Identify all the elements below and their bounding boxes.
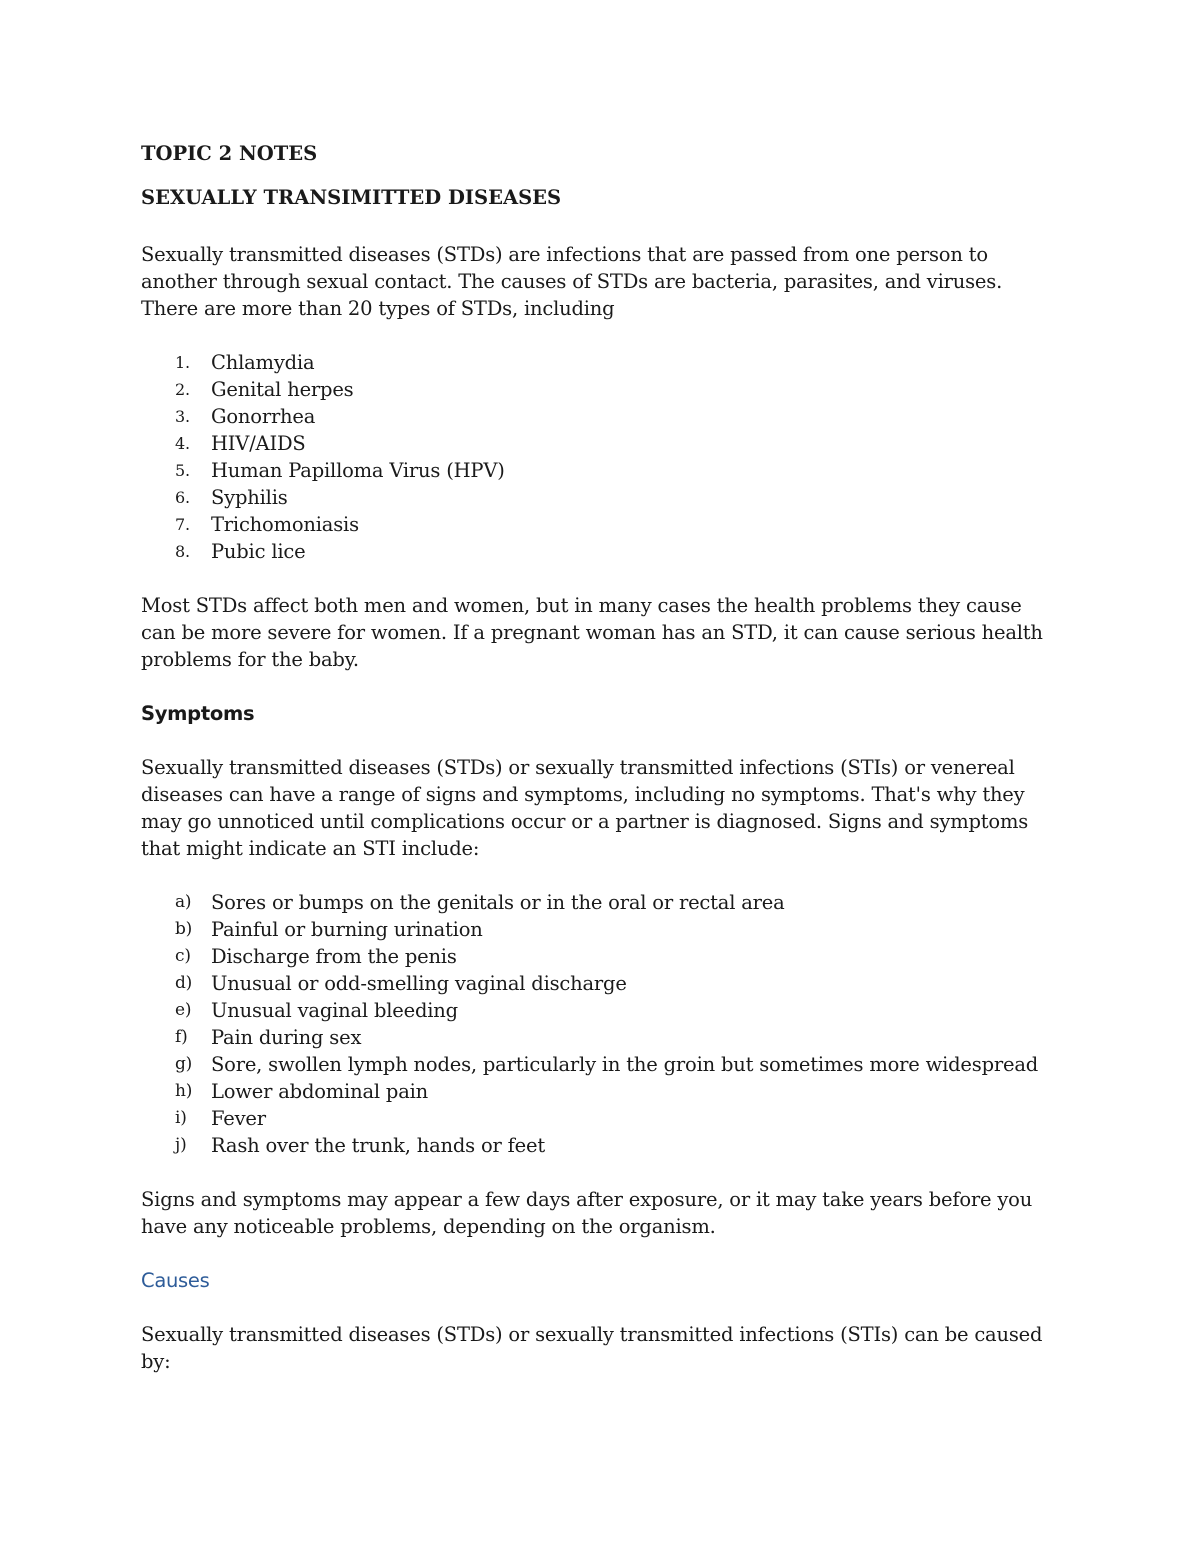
symptom-item — [141, 1132, 1061, 1159]
symptom-item — [141, 943, 1061, 970]
list-item-text: Fever — [211, 1107, 266, 1130]
std-type-item — [141, 430, 1061, 457]
list-marker: h) — [175, 1081, 193, 1101]
list-item-text: Genital herpes — [211, 378, 354, 401]
list-item-text: Rash over the trunk, hands or feet — [211, 1134, 545, 1157]
symptom-item — [141, 1051, 1061, 1078]
list-marker: 3. — [175, 407, 190, 426]
causes-heading: Causes — [141, 1269, 210, 1292]
document-title: TOPIC 2 NOTES — [141, 142, 318, 165]
list-marker: a) — [175, 892, 192, 912]
std-type-item — [141, 403, 1061, 430]
list-item-text: Discharge from the penis — [211, 945, 457, 968]
list-item-text: Painful or burning urination — [211, 918, 483, 941]
list-marker: 5. — [175, 461, 190, 480]
list-marker: 4. — [175, 434, 190, 453]
list-marker: f) — [175, 1027, 188, 1047]
list-item-text: Sore, swollen lymph nodes, particularly in the groin but sometimes more widespread — [211, 1053, 1039, 1076]
list-marker: 1. — [175, 353, 190, 372]
symptom-item — [141, 1105, 1061, 1132]
list-item-text: HIV/AIDS — [211, 432, 306, 455]
list-item-text: Syphilis — [211, 486, 288, 509]
list-item-text: Chlamydia — [211, 351, 315, 374]
list-item-text: Human Papilloma Virus (HPV) — [211, 459, 505, 482]
list-marker: g) — [175, 1054, 193, 1074]
symptom-item — [141, 1078, 1061, 1105]
symptom-item — [141, 889, 1061, 916]
list-marker: 8. — [175, 542, 190, 561]
list-item-text: Lower abdominal pain — [211, 1080, 429, 1103]
list-marker: i) — [175, 1108, 187, 1128]
symptom-item — [141, 916, 1061, 943]
std-type-item — [141, 538, 1061, 565]
list-marker: 7. — [175, 515, 190, 534]
symptoms-heading: Symptoms — [141, 702, 255, 725]
symptom-item — [141, 1024, 1061, 1051]
std-type-item — [141, 349, 1061, 376]
list-item-text: Unusual vaginal bleeding — [211, 999, 458, 1022]
symptoms-outro-paragraph: Signs and symptoms may appear a few days after exposure, or it may take years before you have any noticeable problems, depending on the organism. — [141, 1188, 1033, 1238]
list-marker: d) — [175, 973, 193, 993]
list-marker: 6. — [175, 488, 190, 507]
document-page — [141, 140, 1061, 1402]
std-type-item — [141, 484, 1061, 511]
std-types-list — [141, 349, 1061, 565]
list-marker: 2. — [175, 380, 190, 399]
list-marker: j) — [175, 1135, 187, 1155]
list-item-text: Unusual or odd-smelling vaginal discharge — [211, 972, 627, 995]
document-subtitle: SEXUALLY TRANSIMITTED DISEASES — [141, 186, 562, 209]
symptom-item — [141, 970, 1061, 997]
symptom-item — [141, 997, 1061, 1024]
list-item-text: Pain during sex — [211, 1026, 362, 1049]
list-item-text: Sores or bumps on the genitals or in the oral or rectal area — [211, 891, 785, 914]
list-item-text: Pubic lice — [211, 540, 306, 563]
list-item-text: Gonorrhea — [211, 405, 316, 428]
effects-paragraph: Most STDs affect both men and women, but in many cases the health problems they cause can be more severe for women. If a pregnant woman has an STD, it can cause serious health problems for the baby. — [141, 594, 1043, 671]
list-marker: b) — [175, 919, 193, 939]
list-marker: c) — [175, 946, 191, 966]
causes-intro-paragraph: Sexually transmitted diseases (STDs) or sexually transmitted infections (STIs) can be caused by: — [141, 1323, 1043, 1373]
list-marker: e) — [175, 1000, 192, 1020]
symptoms-list — [141, 889, 1061, 1159]
list-item-text: Trichomoniasis — [211, 513, 359, 536]
std-type-item — [141, 511, 1061, 538]
std-type-item — [141, 457, 1061, 484]
intro-paragraph: Sexually transmitted diseases (STDs) are infections that are passed from one person to another through sexual contact. The causes of STDs are bacteria, parasites, and viruses. There are more than 20 types of STDs, including — [141, 243, 1003, 320]
symptoms-intro-paragraph: Sexually transmitted diseases (STDs) or sexually transmitted infections (STIs) or venereal diseases can have a range of signs and symptoms, including no symptoms. That's why they may go unnoticed until complications occur or a partner is diagnosed. Signs and symptoms that might indicate an STI include: — [141, 756, 1029, 860]
std-type-item — [141, 376, 1061, 403]
